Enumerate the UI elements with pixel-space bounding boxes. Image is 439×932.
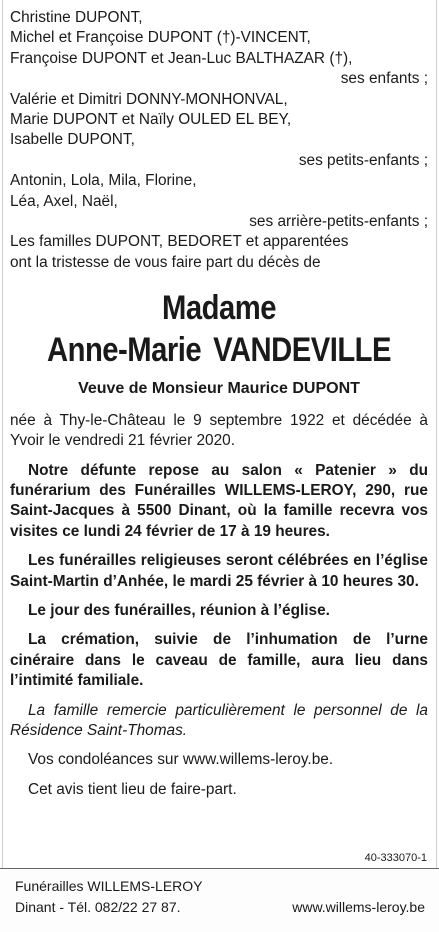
deceased-given-names: Anne-Marie [46,331,202,370]
meeting-paragraph: Le jour des funérailles, réunion à l’église. [28,601,330,619]
children-label: ses enfants ; [340,70,428,88]
notice-paragraph: Cet avis tient lieu de faire-part. [28,780,237,798]
great-grandchildren-label: ses arrière-petits-enfants ; [249,213,428,231]
funeral-home-contact: Dinant - Tél. 082/22 27 87. [15,899,181,915]
children-list [10,8,428,90]
funeral-service-paragraph: Les funérailles religieuses seront célébrées en l’église Saint-Martin d’Anhée, le mardi 25 février à 10 heures 30. [10,552,428,590]
deceased-surname: VANDEVILLE [213,331,391,370]
condolences-paragraph: Vos condoléances sur www.willems-leroy.be. [28,751,334,769]
birth-death-paragraph: née à Thy-le-Château le 9 septembre 1922 et décédée à Yvoir le vendredi 21 février 2020. [10,411,428,450]
grandchildren-list [10,90,428,172]
widow-of-line: Veuve de Monsieur Maurice DUPONT [78,380,360,398]
family-line: Françoise DUPONT et Jean-Luc BALTHAZAR (†), [10,49,353,67]
visitation-paragraph: Notre défunte repose au salon « Patenier » du funérarium des Funérailles WILLEMS-LEROY, 290, rue Saint-Jacques à 5500 Dinant, où la famille recevra vos visites ce lundi 24 février de 17 à 19 heures. [10,461,428,540]
thanks-paragraph: La famille remercie particulièrement le personnel de la Résidence Saint-Thomas. [10,701,428,739]
announcement [10,232,428,273]
family-line: Isabelle DUPONT, [10,131,135,149]
family-line: Marie DUPONT et Naïly OULED EL BEY, [10,111,292,129]
funeral-home-name: Funérailles WILLEMS-LEROY [15,878,203,894]
family-line: Antonin, Lola, Mila, Florine, [10,172,197,190]
death-notice [10,8,428,809]
grandchildren-label: ses petits-enfants ; [298,151,428,169]
cremation-paragraph: La crémation, suivie de l’inhumation de l’urne cinéraire dans le caveau de famille, aura lieu dans l’intimité familiale. [10,631,428,690]
deceased-title: Madame [162,289,276,328]
announce-line: ont la tristesse de vous faire part du décès de [10,253,321,271]
reference-number: 40-333070-1 [364,852,427,864]
announce-line: Les familles DUPONT, BEDORET et apparentées [10,233,349,251]
family-line: Michel et Françoise DUPONT (†)-VINCENT, [10,29,311,47]
family-line: Valérie et Dimitri DONNY-MONHONVAL, [10,90,288,108]
great-grandchildren-list [10,171,428,232]
family-line: Léa, Axel, Naël, [10,192,118,210]
funeral-home-footer [0,868,439,932]
funeral-home-website: www.willems-leroy.be [292,899,425,915]
family-line: Christine DUPONT, [10,9,143,26]
deceased-full-name [39,329,398,371]
